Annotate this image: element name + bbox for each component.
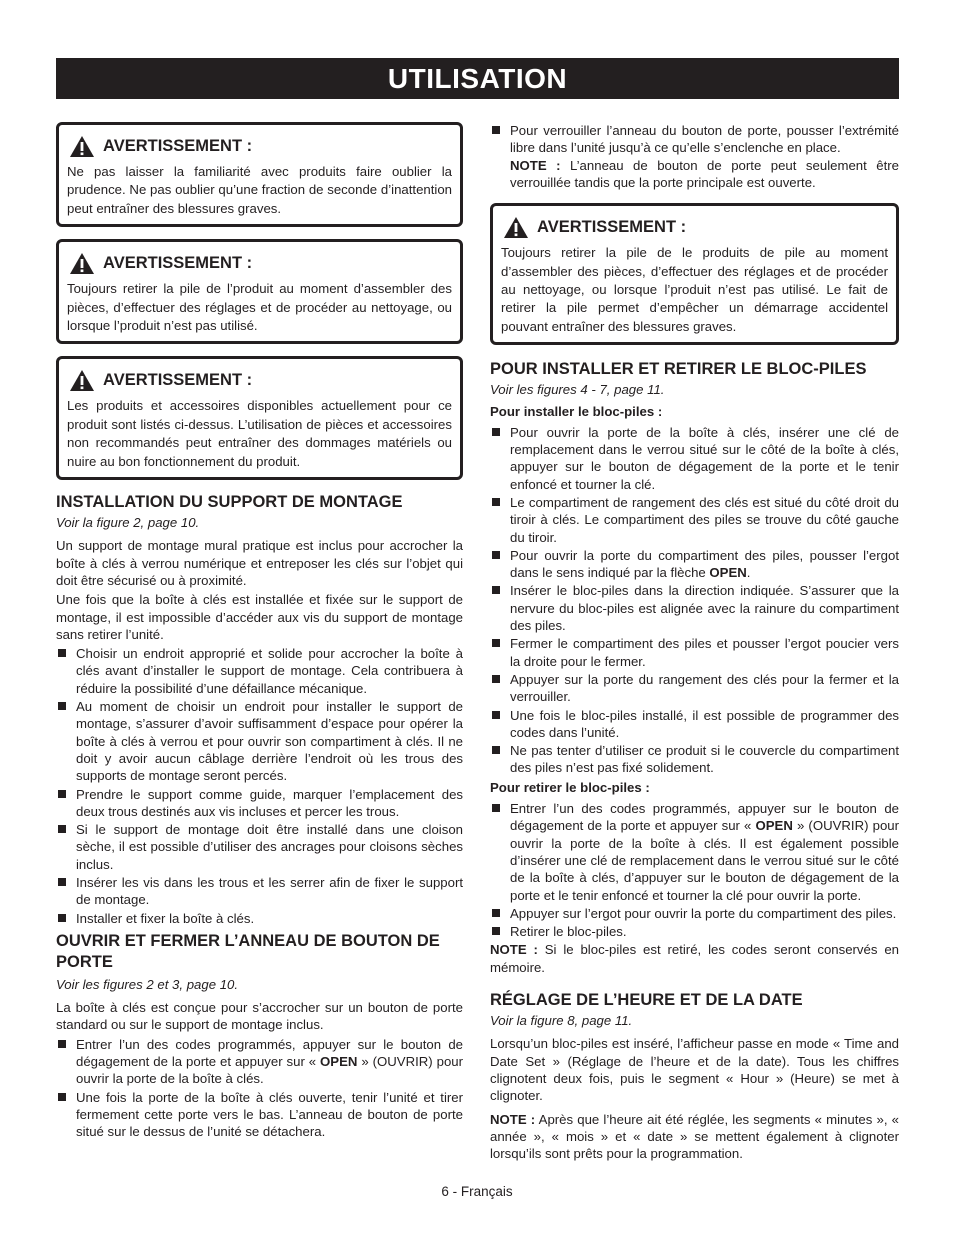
warning-triangle-icon	[69, 369, 95, 392]
bullet-list	[490, 424, 899, 777]
list-item: Choisir un endroit approprié et solide pour accrocher la boîte à clés avant d’installer le support de montage. Cela contribuera à réduire la possibilité d’une défaillance mécanique.	[56, 645, 463, 697]
page-footer: 6 - Français	[441, 1184, 513, 1199]
list-item: Pour ouvrir la porte du compartiment des piles, pousser l’ergot dans le sens indiqué par la flèche OPEN.	[490, 547, 899, 582]
list-item: Pour ouvrir la porte de la boîte à clés, insérer une clé de remplacement dans le verrou situé sur le côté de la boîte à clés, appuyer sur le bouton de dégagement de la porte et le tenir enfoncé et tourner la clé.	[490, 424, 899, 493]
list-item: Ne pas tenter d’utiliser ce produit si le couvercle du compartiment des piles n’est pas fixé solidement.	[490, 742, 899, 777]
list-item: Insérer le bloc-piles dans la direction indiquée. S’assurer que la nervure du bloc-piles est alignée avec la rainure du compartiment des piles.	[490, 582, 899, 634]
list-item: Entrer l’un des codes programmés, appuyer sur le bouton de dégagement de la porte et appuyer sur « OPEN » (OUVRIR) pour ouvrir la porte de la boîte à clés.	[56, 1036, 463, 1088]
bullet-list	[490, 800, 899, 940]
note: NOTE : Si le bloc-piles est retiré, les codes seront conservés en mémoire.	[490, 942, 899, 975]
warning-box-familiarity	[56, 122, 463, 227]
paragraph: Lorsqu’un bloc-piles est inséré, l’afficheur passe en mode « Time and Date Set » (Réglage de l’heure et de la date). Tous les chiffres clignotent deux fois, puis le segment « Hour » (Heure) se met à clignoter.	[490, 1036, 899, 1104]
note: NOTE : Après que l’heure ait été réglée, les segments « minutes », « année », « mois » et « date » se mettent également à clignoter lorsqu’ils sont prêts pour la programmation.	[490, 1111, 899, 1162]
figure-reference: Voir les figures 2 et 3, page 10.	[56, 976, 239, 992]
section-title-ring: OUVRIR ET FERMER L’ANNEAU DE BOUTON DE PORTE	[56, 931, 440, 971]
warning-text: Ne pas laisser la familiarité avec produits faire oublier la prudence. Ne pas oublier qu’une fraction de seconde d’inattention peut entraîner des blessures graves.	[67, 164, 452, 216]
warning-title: AVERTISSEMENT :	[103, 254, 253, 273]
warning-box-accessories	[56, 356, 463, 480]
right-column	[490, 122, 899, 1164]
list-item: Si le support de montage doit être installé dans une cloison sèche, il est possible d’utiliser des ancrages pour cloisons sèches inclus.	[56, 821, 463, 873]
paragraph: Un support de montage mural pratique est inclus pour accrocher la boîte à clés à verrou numérique et entreposer les clés sur l’objet qui doit être sécurisé ou à proximité.	[56, 538, 463, 588]
warning-box-battery	[490, 203, 899, 345]
bullet-list	[56, 645, 463, 927]
list-item: Appuyer sur l’ergot pour ouvrir la porte du compartiment des piles.	[490, 905, 899, 922]
list-item: Appuyer sur la porte du rangement des clés pour la fermer et la verrouiller.	[490, 671, 899, 706]
page-title: UTILISATION	[56, 58, 899, 99]
warning-text: Toujours retirer la pile de le produits de pile au moment d’assembler des pièces, d’effectuer des réglages et de procéder au nettoyage, ou lorsque l’produit n’est pas utilisé. Le fait de retirer la pile permet d’empêcher un démarrage accidentel pouvant entraîner des blessures graves.	[501, 245, 888, 334]
section-title-battery: POUR INSTALLER ET RETIRER LE BLOC-PILES	[490, 360, 867, 379]
warning-title: AVERTISSEMENT :	[537, 218, 687, 237]
list-item: Fermer le compartiment des piles et pousser l’ergot poucier vers la droite pour le fermer.	[490, 635, 899, 670]
list-item: Une fois le bloc-piles installé, il est possible de programmer des codes dans l’unité.	[490, 707, 899, 742]
left-column	[56, 122, 463, 1142]
paragraph: La boîte à clés est conçue pour s’accrocher sur un bouton de porte standard ou sur le support de montage inclus.	[56, 1000, 463, 1033]
paragraph: Une fois que la boîte à clés est installée et fixée sur le support de montage, il est impossible d’accéder aux vis du support de montage sans retirer l’unité.	[56, 592, 463, 642]
list-item: Retirer le bloc-piles.	[490, 923, 899, 940]
list-item: Installer et fixer la boîte à clés.	[56, 910, 463, 927]
list-item: Prendre le support comme guide, marquer l’emplacement des deux trous destinés aux vis incluses et percer les trous.	[56, 786, 463, 821]
list-item: Une fois la porte de la boîte à clés ouverte, tenir l’unité et tirer fermement cette porte vers le bas. L’anneau de bouton de porte situé sur le dessus de l’unité se détachera.	[56, 1089, 463, 1141]
warning-triangle-icon	[69, 135, 95, 158]
warning-text: Toujours retirer la pile de l’produit au moment d’assembler des pièces, d’effectuer des réglages et de procéder au nettoyage, ou lorsque l’produit n’est pas utilisé.	[67, 281, 452, 334]
warning-title: AVERTISSEMENT :	[103, 371, 253, 390]
bullet-list	[490, 122, 899, 191]
warning-triangle-icon	[69, 252, 95, 275]
list-item: Pour verrouiller l’anneau du bouton de porte, pousser l’extrémité libre dans l’unité jusqu’à ce qu’elle s’enclenche en place. NOTE : L’anneau de bouton de porte peut seulement être verrouillée tandis que la porte principale est ouverte.	[490, 122, 899, 191]
warning-box-remove-battery	[56, 239, 463, 344]
warning-text: Les produits et accessoires disponibles actuellement pour ce produit sont listés ci-dessus. L’utilisation de pièces et accessoires non recommandés peut entraîner des dommages matériels ou nuire au bon fonctionnement du produit.	[67, 398, 452, 469]
list-item: Le compartiment de rangement des clés est situé du côté droit du tiroir à clés. Le compartiment des piles se trouve du côté gauche du tiroir.	[490, 494, 899, 546]
subheading-install: Pour installer le bloc-piles :	[490, 403, 663, 419]
list-item: Insérer les vis dans les trous et les serrer afin de fixer le support de montage.	[56, 874, 463, 909]
list-item: Au moment de choisir un endroit pour installer le support de montage, s’assurer d’avoir suffisamment d’espace pour opérer la boîte à clés à verrou et pour ouvrir son compartiment à clés. Il ne doit y avoir aucun câblage derrière l’endroit où les trous des supports de montage seront percés.	[56, 698, 463, 784]
figure-reference: Voir la figure 2, page 10.	[56, 515, 200, 531]
figure-reference: Voir la figure 8, page 11.	[490, 1013, 633, 1029]
warning-triangle-icon	[503, 216, 529, 239]
subheading-remove: Pour retirer le bloc-piles :	[490, 779, 650, 795]
bullet-list	[56, 1036, 463, 1141]
list-item: Entrer l’un des codes programmés, appuyer sur le bouton de dégagement de la porte et appuyer sur « OPEN » (OUVRIR) pour ouvrir la porte de la boîte à clés. Il est également possible d’insérer une clé de remplacement dans le verrou situé sur le côté de la boîte à clés, d’appuyer sur le bouton de dégagement de la porte et le tenir enfoncé et tourner la clé pour ouvrir la porte.	[490, 800, 899, 904]
warning-title: AVERTISSEMENT :	[103, 136, 253, 155]
figure-reference: Voir les figures 4 - 7, page 11.	[490, 382, 665, 398]
section-title-clock: RÉGLAGE DE L’HEURE ET DE LA DATE	[490, 991, 803, 1010]
section-title-mount: INSTALLATION DU SUPPORT DE MONTAGE	[56, 493, 403, 512]
